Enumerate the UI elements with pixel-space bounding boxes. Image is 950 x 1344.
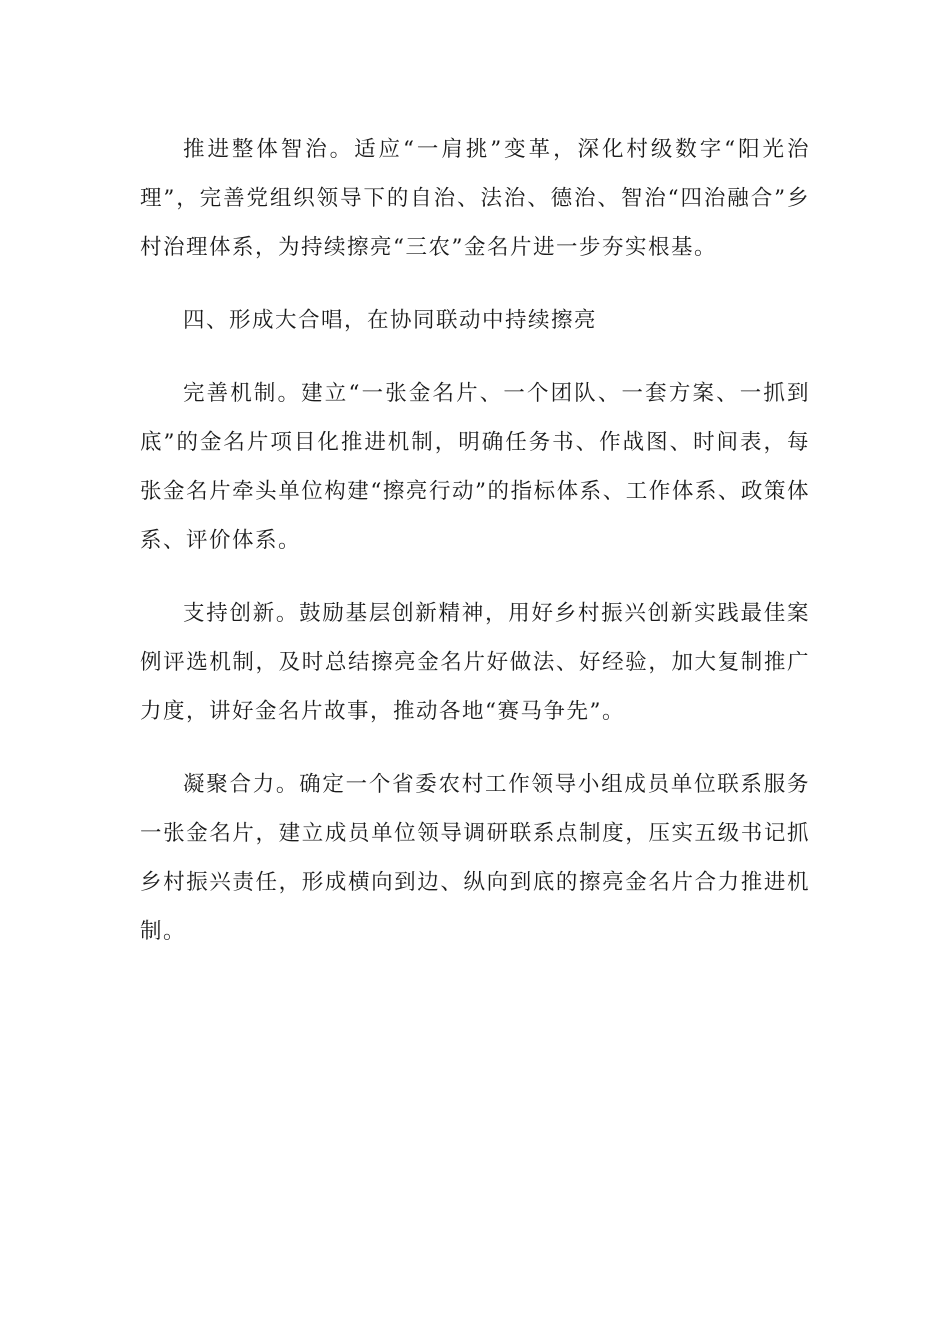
section-heading-four: 四、形成大合唱，在协同联动中持续擦亮	[183, 308, 598, 333]
paragraph-support-innovation: 支持创新。鼓励基层创新精神，用好乡村振兴创新实践最佳案例评选机制，及时总结擦亮金名片好做法、好经验，加大复制推广力度，讲好金名片故事，推动各地“赛马争先”。	[140, 601, 810, 724]
paragraph-improve-mechanism: 完善机制。建立“一张金名片、一个团队、一套方案、一抓到底”的金名片项目化推进机制，明确任务书、作战图、时间表，每张金名片牵头单位构建“擦亮行动”的指标体系、工作体系、政策体系、评价体系。	[140, 381, 810, 553]
paragraph-integrated-governance: 推进整体智治。适应“一肩挑”变革，深化村级数字“阳光治理”，完善党组织领导下的自治、法治、德治、智治“四治融合”乡村治理体系，为持续擦亮“三农”金名片进一步夯实根基。	[140, 137, 810, 260]
document-body	[140, 125, 810, 980]
paragraph-build-synergy: 凝聚合力。确定一个省委农村工作领导小组成员单位联系服务一张金名片，建立成员单位领导调研联系点制度，压实五级书记抓乡村振兴责任，形成横向到边、纵向到底的擦亮金名片合力推进机制。	[140, 772, 810, 944]
